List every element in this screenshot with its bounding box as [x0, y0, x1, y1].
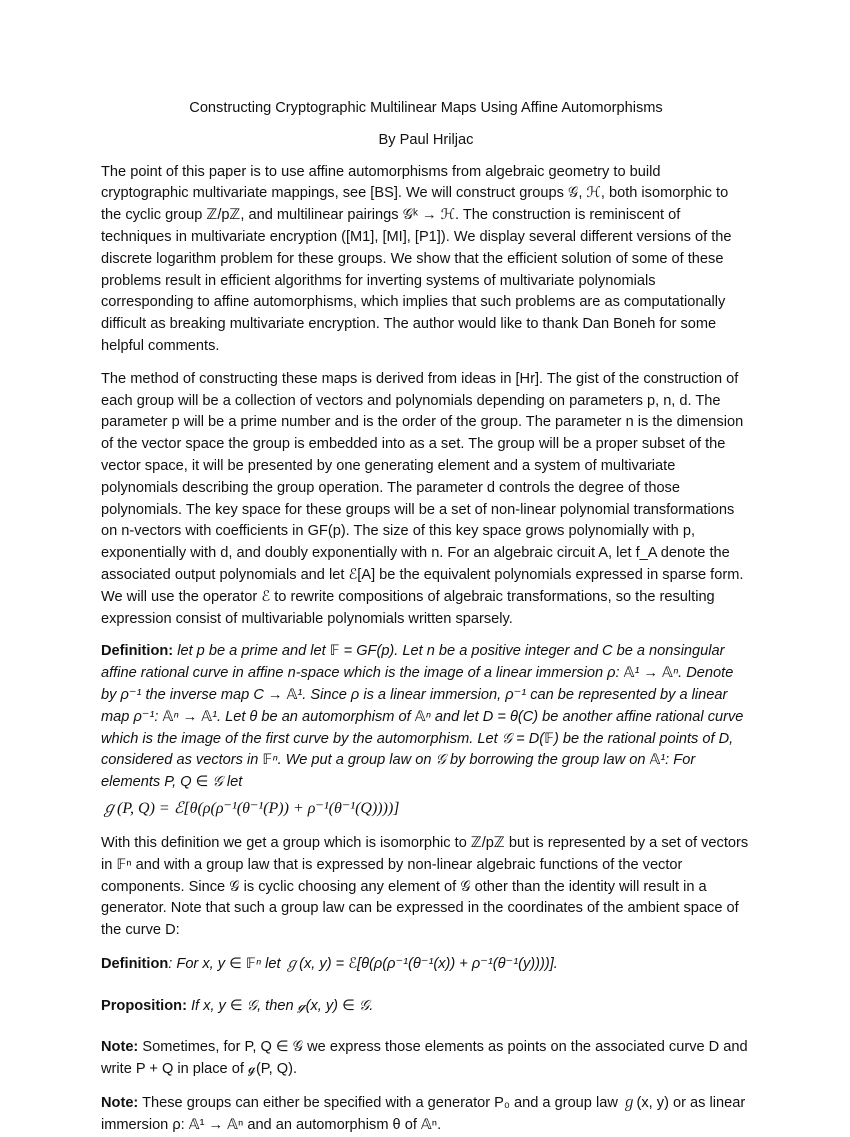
note-1-label: Note: [101, 1039, 139, 1056]
definition-2-label: Definition [101, 955, 169, 972]
paper-author: By Paul Hriljac [378, 131, 474, 148]
definition-1: Definition: let p be a prime and let 𝔽 = GF(p). Let n be a positive integer and C be a nonsingular affine rational curve in affine n-space which is the image of a linear immersion ρ: 𝔸¹ → 𝔸ⁿ. Denote by ρ⁻¹ the inverse map C → 𝔸¹. Since ρ is a linear immersion, ρ⁻¹ can be represented by a linear map ρ⁻¹: 𝔸ⁿ → 𝔸¹. Let θ be an automorphism of 𝔸ⁿ and let D = θ(C) be another affine rational curve which is the image of the first curve by the automorphism. Let 𝒢 = D(𝔽) be the rational points of D, considered as vectors in 𝔽ⁿ. We put a group law on 𝒢 by borrowing the group law on 𝔸¹: For elements P, Q ∈ 𝒢 let [101, 643, 744, 791]
paper-title: Constructing Cryptographic Multilinear Maps Using Affine Automorphisms [189, 100, 663, 116]
definition-1-text: let p be a prime and let 𝔽 = GF(p). Let n be a positive integer and C be a nonsingular affine rational curve in affine n-space which is the image of a linear immersion ρ: 𝔸¹ → 𝔸ⁿ. Denote by ρ⁻¹ the inverse map C → 𝔸¹. Since ρ is a linear immersion, ρ⁻¹ can be represented by a linear map ρ⁻¹: 𝔸ⁿ → 𝔸¹. Let θ be an automorphism of 𝔸ⁿ and let D = θ(C) be another affine rational curve which is the image of the first curve by the automorphism. Let 𝒢 = D(𝔽) be the rational points of D, considered as vectors in 𝔽ⁿ. We put a group law on 𝒢 by borrowing the group law on 𝔸¹: For elements P, Q ∈ 𝒢 let [101, 643, 744, 791]
intro-paragraph: The point of this paper is to use affine automorphisms from algebraic geometry to build cryptographic multivariate mappings, see [BS]. We will construct groups 𝒢, ℋ, both isomorphic to the cyclic group ℤ/pℤ, and multilinear pairings 𝒢ᵏ → ℋ. The construction is reminiscent of techniques in multivariate encryption ([M1], [MI], [P1]). We display several different versions of the discrete logarithm problem for these groups. We show that the efficient solution of some of these problems result in efficient algorithms for inverting systems of multivariate polynomials corresponding to affine automorphisms, which implies that such problems are as computationally difficult as breaking multivariate encryption. The author would like to thank Dan Boneh for some helpful comments. [101, 163, 732, 354]
proposition-label: Proposition: [101, 997, 187, 1014]
note-1 [101, 1037, 751, 1081]
group-paragraph: With this definition we get a group which is isomorphic to ℤ/pℤ but is represented by a set of vectors in 𝔽ⁿ and with a group law that is expressed by non-linear algebraic functions of the vector components. Since 𝒢 is cyclic choosing any element of 𝒢 other than the identity will result in a generator. Note that such a group law can be expressed in the coordinates of the ambient space of the curve D: [101, 834, 749, 939]
proposition [101, 996, 751, 1018]
definition-2-text: : For x, y ∈ 𝔽ⁿ let ℊ(x, y) = ℰ[θ(ρ(ρ⁻¹(θ⁻¹(x)) + ρ⁻¹(θ⁻¹(y))))]. [168, 955, 558, 972]
method-paragraph: The method of constructing these maps is derived from ideas in [Hr]. The gist of the construction of each group will be a collection of vectors and polynomials depending on parameters p, n, d. The parameter p will be a prime number and is the order of the group. The parameter n is the dimension of the vector space the group is embedded into as a set. The group will be a proper subset of the vector space, it will be presented by one generating element and a system of multivariate polynomials describing the group operation. The parameter d controls the degree of those polynomials. The key space for these groups will be a set of non-linear polynomial transformations on n-vectors with coefficients in GF(p). The size of this key space grows polynomially with p, exponentially with d, and doubly exponentially with n. For an algebraic circuit A, let f_A denote the associated output polynomials and let ℰ[A] be the equivalent polynomials expressed in sparse form. We will use the operator ℰ to rewrite compositions of algebraic transformations, so the resulting expression consist of multivariable polynomials written sparsely. [101, 370, 744, 627]
definition-2 [101, 954, 751, 976]
definition-1-label: Definition [101, 643, 169, 660]
proposition-text: If x, y ∈ 𝒢, then ℊ(x, y) ∈ 𝒢. [186, 997, 374, 1014]
group-law-formula: ℊ(P, Q) = ℰ[θ(ρ(ρ⁻¹(θ⁻¹(P)) + ρ⁻¹(θ⁻¹(Q))))] [101, 799, 400, 817]
note-1-text: Sometimes, for P, Q ∈ 𝒢 we express those elements as points on the associated curve D and write P + Q in place of ℊ(P, Q). [101, 1039, 748, 1078]
note-2-label: Note: [101, 1095, 139, 1112]
paper-page [101, 98, 751, 1137]
note-2-text: These groups can either be specified with a generator P₀ and a group law ℊ(x, y) or as linear immersion ρ: 𝔸¹ → 𝔸ⁿ and an automorphism θ of 𝔸ⁿ. [101, 1095, 746, 1133]
